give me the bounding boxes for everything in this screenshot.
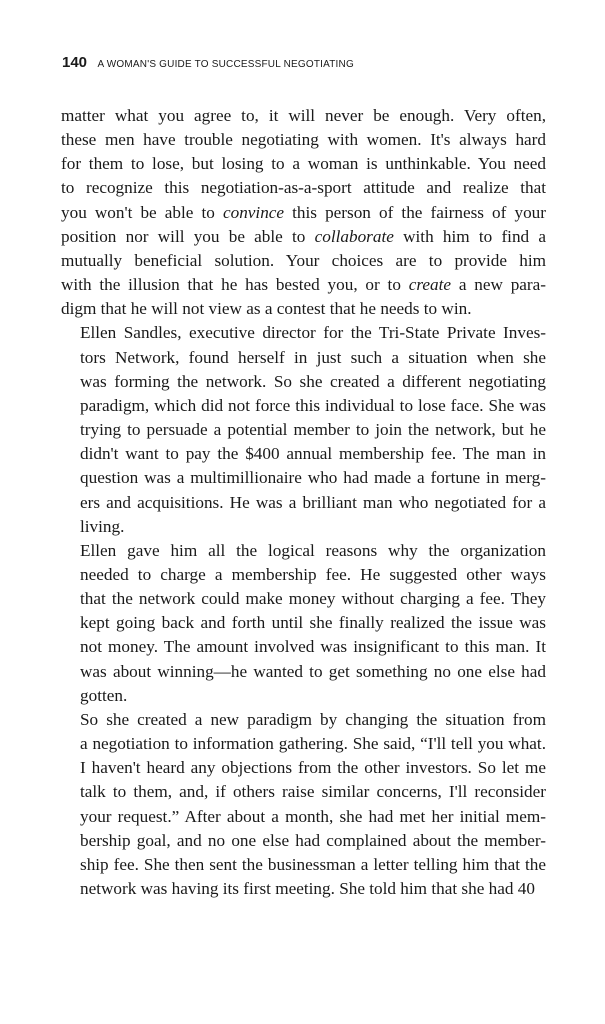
paragraph <box>61 321 546 538</box>
text-line: these men have trouble negotiating with women. It's always hard <box>61 130 546 150</box>
text-line: position nor will you be able to collaborate with him to find a <box>61 226 546 246</box>
text-line: tors Network, found herself in just such a situation when she <box>80 347 546 367</box>
text-line: So she created a new paradigm by changing the situation from <box>80 709 546 729</box>
text-line: ship fee. She then sent the businessman a letter telling him that the <box>80 854 546 874</box>
text-line: not money. The amount involved was insignificant to this man. It <box>80 637 546 657</box>
paragraph <box>61 104 546 321</box>
text-line: bership goal, and no one else had complained about the member- <box>80 830 546 850</box>
text-line: gotten. <box>80 685 128 705</box>
text-line: ers and acquisitions. He was a brilliant man who negotiated for a <box>80 492 546 512</box>
text-line: talk to them, and, if others raise similar concerns, I'll reconsider <box>80 782 546 802</box>
text-line: with the illusion that he has bested you, or to create a new para- <box>61 275 546 295</box>
text-line: Ellen Sandles, executive director for the Tri-State Private Inves- <box>80 323 546 343</box>
text-line: paradigm, which did not force this individual to lose face. She was <box>80 395 546 415</box>
text-line: didn't want to pay the $400 annual membership fee. The man in <box>80 444 546 464</box>
text-line: that the network could make money without charging a fee. They <box>80 589 546 609</box>
text-line: needed to charge a membership fee. He suggested other ways <box>80 564 546 584</box>
text-line: network was having its first meeting. She told him that she had 40 <box>80 879 535 898</box>
text-line: was forming the network. So she created a different negotiating <box>80 371 546 391</box>
book-title: A WOMAN'S GUIDE TO SUCCESSFUL NEGOTIATING <box>97 59 354 70</box>
text-line: matter what you agree to, it will never be enough. Very often, <box>61 106 546 125</box>
text-line: was about winning—he wanted to get something no one else had <box>80 661 546 681</box>
text-line: kept going back and forth until she finally realized the issue was <box>80 613 546 633</box>
text-line: digm that he will not view as a contest that he needs to win. <box>61 299 472 319</box>
text-line: your request.” After about a month, she had met her initial mem- <box>80 806 546 826</box>
running-head <box>62 54 354 72</box>
text-line: living. <box>80 516 125 536</box>
text-line: question was a multimillionaire who had made a fortune in merg- <box>80 468 546 488</box>
paragraph <box>61 539 546 708</box>
text-line: Ellen gave him all the logical reasons why the organization <box>80 540 546 560</box>
text-line: to recognize this negotiation-as-a-sport attitude and realize that <box>61 178 546 198</box>
text-line: for them to lose, but losing to a woman is unthinkable. You need <box>61 154 546 174</box>
body-text <box>61 104 546 901</box>
text-line: you won't be able to convince this person of the fairness of your <box>61 202 546 222</box>
text-line: I haven't heard any objections from the other investors. So let me <box>80 758 546 778</box>
paragraph <box>61 708 546 901</box>
text-line: a negotiation to information gathering. She said, “I'll tell you what. <box>80 734 546 754</box>
text-line: trying to persuade a potential member to join the network, but he <box>80 420 546 440</box>
text-line: mutually beneficial solution. Your choices are to provide him <box>61 250 546 270</box>
page-number: 140 <box>62 54 88 71</box>
